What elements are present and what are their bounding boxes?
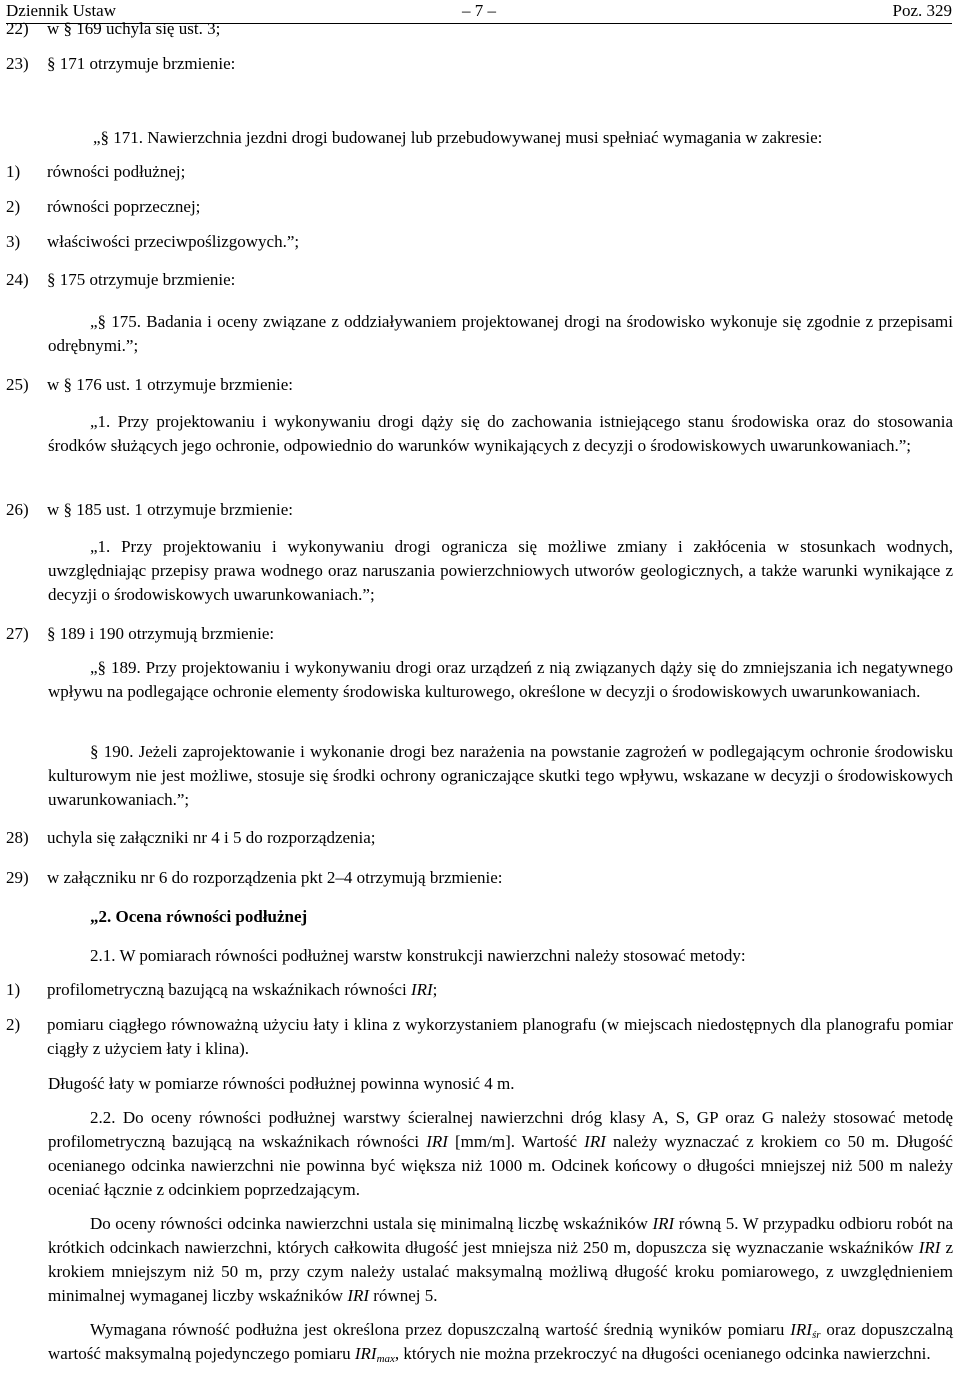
- page-number: – 7 –: [462, 1, 496, 20]
- item-number: 2): [6, 1015, 21, 1034]
- text-run: Do oceny równości odcinka nawierzchni ustala się minimalną liczbę wskaźników: [90, 1214, 653, 1233]
- iri-term: IRI: [652, 1214, 675, 1233]
- point-number: 23): [6, 54, 29, 73]
- journal-title: Dziennik Ustaw: [6, 1, 117, 20]
- text-run: równą 5. W przypadku odbioru robót na krótkich odcinkach nawierzchni, których całkowita długość jest mniejsza niż 250 m, dopuszcza się wyznaczanie wskaźników: [48, 1214, 953, 1257]
- item-number: 2): [6, 197, 21, 216]
- text-run: należy wyznaczać z krokiem co 50 m. Długość ocenianego odcinka nawierzchni nie powinna być większa niż 1000 m. Odcinek końcowy o długości mniejszej niż 500 m należy oceniać łącznie z odcinkiem poprzedzającym.: [48, 1132, 953, 1199]
- position-number: Poz. 329: [892, 1, 952, 20]
- point-number: 29): [6, 868, 29, 887]
- item-number: 1): [6, 162, 21, 181]
- point-number: 28): [6, 828, 29, 847]
- section-190: § 190. Jeżeli zaprojektowanie i wykonanie drogi bez narażenia na powstanie zagrożeń w podlegającym ochronie środowisku kulturowym nie jest możliwe, stosuje się środki ochrony ograniczające skutki tego wpływu, wskazane w decyzji o środowiskowych uwarunkowaniach.”;: [48, 742, 953, 809]
- text-run: równej 5.: [369, 1286, 438, 1305]
- subscript-max: max: [376, 1353, 395, 1365]
- section-171-intro: „§ 171. Nawierzchnia jezdni drogi budowanej lub przebudowywanej musi spełniać wymagania w zakresie:: [93, 128, 823, 147]
- iri-avg-term: [790, 1320, 820, 1339]
- item-text: równości poprzecznej;: [47, 197, 201, 216]
- iri-max-term: [355, 1344, 395, 1363]
- paragraph-2-2: [48, 1106, 953, 1202]
- lath-length: Długość łaty w pomiarze równości podłużnej powinna wynosić 4 m.: [48, 1074, 515, 1093]
- iri-term: IRI: [354, 1344, 377, 1363]
- point-number: 25): [6, 375, 29, 394]
- item-number: 3): [6, 232, 21, 251]
- point-text: § 189 i 190 otrzymują brzmienie:: [47, 624, 275, 643]
- attachment-heading: [90, 905, 950, 929]
- item-text: pomiaru ciągłego równoważną użyciu łaty i klina z wykorzystaniem planografu (w miejscach niedostępnych dla planografu pomiar ciągły z użyciem łaty i klina).: [47, 1015, 953, 1058]
- point-text: w § 176 ust. 1 otrzymuje brzmienie:: [47, 375, 293, 394]
- point-number: 22): [6, 19, 29, 38]
- text-run: profilometryczną bazującą na wskaźnikach równości: [47, 980, 411, 999]
- section-185-ust-1: „1. Przy projektowaniu i wykonywaniu drogi ogranicza się możliwe zmiany i zakłócenia w stosunkach wodnych, uwzględniając przepisy prawa wodnego oraz naruszania powierzchniowych utworów geologicznych, a także warunki wynikające z decyzji o środowiskowych uwarunkowaniach.”;: [48, 537, 953, 604]
- heading-text: „2. Ocena równości podłużnej: [90, 907, 308, 926]
- section-189: „§ 189. Przy projektowaniu i wykonywaniu drogi oraz urządzeń z nią związanych dąży się do zmniejszania ich negatywnego wpływu na podlegające ochronie elementy środowiska kulturowego, określone w decyzji o środowiskowych uwarunkowaniach.: [48, 658, 953, 701]
- point-text: w § 169 uchyla się ust. 3;: [47, 19, 221, 38]
- iri-term: IRI: [410, 980, 433, 999]
- item-number: 1): [6, 980, 21, 999]
- point-text: w § 185 ust. 1 otrzymuje brzmienie:: [47, 500, 293, 519]
- point-number: 24): [6, 270, 29, 289]
- paragraph-2-1: 2.1. W pomiarach równości podłużnej warstw konstrukcji nawierzchni należy stosować metody:: [90, 946, 746, 965]
- text-run: oraz dopuszczalną wartość maksymalną pojedynczego pomiaru: [48, 1320, 954, 1363]
- text-run: [mm/m]. Wartość: [447, 1132, 585, 1151]
- point-text: § 171 otrzymuje brzmienie:: [47, 54, 236, 73]
- paragraph-min-iri: [48, 1212, 953, 1308]
- iri-term: IRI: [584, 1132, 606, 1151]
- iri-term: IRI: [426, 1132, 448, 1151]
- point-number: 27): [6, 624, 29, 643]
- iri-term: IRI: [918, 1238, 941, 1257]
- text-run: Wymagana równość podłużna jest określona przez dopuszczalną wartość średnią wyników pomiaru: [90, 1320, 791, 1339]
- item-text: równości podłużnej;: [47, 162, 186, 181]
- point-number: 26): [6, 500, 29, 519]
- paragraph-required-evenness: [48, 1318, 953, 1366]
- text-run: z krokiem mniejszym niż 50 m, przy czym należy ustalać maksymalną możliwą długość kroku pomiarowego, z uwzględnieniem minimalnej wymaganej liczby wskaźników: [48, 1238, 954, 1305]
- subscript-avg: śr: [811, 1329, 821, 1341]
- point-text: § 175 otrzymuje brzmienie:: [47, 270, 236, 289]
- text-run: 2.2. Do oceny równości podłużnej warstwy ścieralnej nawierzchni dróg klasy A, S, GP oraz G należy stosować metodę profilometryczną bazującą na wskaźnikach równości: [48, 1108, 953, 1151]
- item-text: [47, 978, 437, 1002]
- item-text: właściwości przeciwpoślizgowych.”;: [47, 232, 300, 251]
- point-text: uchyla się załączniki nr 4 i 5 do rozporządzenia;: [47, 828, 376, 847]
- section-176-ust-1: „1. Przy projektowaniu i wykonywaniu drogi dąży się do zachowania istniejącego stanu środowiska oraz do stosowania środków służących jego ochronie, odpowiednio do warunków wynikających z decyzji o środowiskowych uwarunkowaniach.”;: [48, 412, 953, 455]
- text-run: , których nie można przekroczyć na długości ocenianego odcinka nawierzchni.: [394, 1344, 931, 1363]
- text-run: ;: [432, 980, 438, 999]
- iri-term: IRI: [790, 1320, 812, 1339]
- section-175: „§ 175. Badania i oceny związane z oddziaływaniem projektowanej drogi na środowisko wykonuje się zgodnie z przepisami odrębnymi.”;: [48, 312, 953, 355]
- iri-term: IRI: [347, 1286, 370, 1305]
- point-text: w załączniku nr 6 do rozporządzenia pkt 2–4 otrzymują brzmienie:: [47, 868, 503, 887]
